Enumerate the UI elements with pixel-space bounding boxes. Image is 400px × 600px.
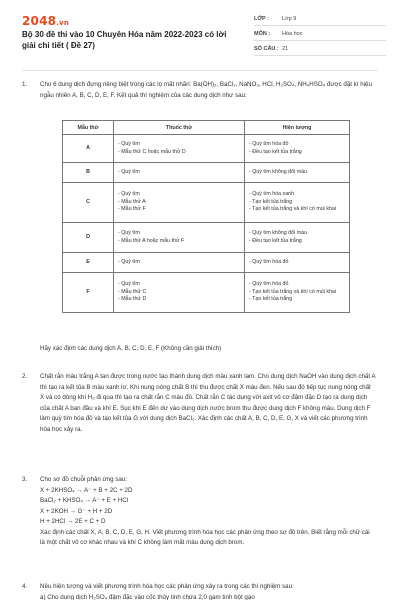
document-title: Bộ 30 đề thi vào 10 Chuyên Hóa năm 2022-2023 có lời giải chi tiết ( Đề 27) (22, 30, 227, 50)
reagent-cell (114, 223, 245, 253)
meta-value: Lớp 9 (282, 16, 297, 22)
table-row (63, 163, 350, 183)
phenomenon-line: - Tạo kết tủa trắng và khí có mùi khai (249, 288, 337, 295)
reagent-line: - Quỳ tím (118, 168, 140, 175)
phenomenon-cell (245, 253, 350, 273)
question-number: 1. (22, 81, 28, 88)
phenomenon-cell (245, 183, 350, 223)
column-header: Thuốc thử (114, 121, 245, 135)
phenomenon-line: - Quỳ tím không đổi màu (249, 230, 307, 236)
reaction-line: BaCl₂ + KHSO₄ → A⁻ + E + HCl (40, 497, 129, 504)
meta-row-class (254, 14, 386, 26)
reagent-line: - Quỳ tím (118, 191, 140, 198)
question-text: Nêu hiện tượng và viết phương trình hóa học các phản ứng xảy ra trong các thí nghiệm sau: (40, 583, 294, 590)
question-number: 3. (22, 476, 28, 483)
meta-row-question-count (254, 44, 386, 56)
reagent-line: - Quỳ tím (118, 230, 140, 236)
reagent-line: - Mẫu thử F (118, 206, 146, 213)
logo-suffix: .vn (56, 19, 70, 27)
phenomenon-line: - Tạo kết tủa trắng (249, 296, 293, 303)
reaction-line: H + 2HCl → 2E + C + D (40, 518, 106, 525)
meta-label: MÔN : (254, 31, 271, 37)
question-item: a) Cho dung dịch H₂SO₄ đậm đặc vào cốc thủy tinh chứa 2,0 gam tinh bột gạo (40, 593, 255, 600)
question-4 (22, 582, 378, 600)
column-header: Mẫu thử (63, 121, 114, 135)
sample-cell: A (63, 135, 114, 163)
table-row (63, 273, 350, 313)
reagent-cell (114, 163, 245, 183)
table-row (63, 183, 350, 223)
meta-value: 21 (282, 46, 289, 52)
phenomenon-line: - Tạo kết tủa trắng và khí có mùi khai (249, 206, 337, 213)
question-text: Xác định các chất X, A, B, C, D, E, G, H. Viết phương trình hóa học các phản ứng theo sơ đồ trên. Biết rằng mỗi chữ cái là một chất vô cơ khác nhau và khí C không làm mất màu dung dịch brom. (40, 528, 370, 546)
question-2 (22, 372, 378, 472)
reagent-cell (114, 183, 245, 223)
meta-row-subject (254, 29, 386, 41)
reagent-line: - Mẫu thử A (118, 198, 146, 205)
reagent-line: - Quỳ tím (118, 258, 140, 265)
question-3 (22, 475, 378, 565)
phenomenon-line: - Quỳ tím hóa đỏ (249, 141, 289, 147)
table-row (63, 223, 350, 253)
question-1-instruction: Hãy xác định các dung dịch A, B, C, D, E, F (Không cần giải thích) (40, 345, 222, 352)
reagent-line: - Quỳ tím (118, 281, 140, 288)
phenomenon-cell (245, 223, 350, 253)
site-logo[interactable] (22, 14, 69, 28)
phenomenon-line: - Đều tạo kết tủa trắng (249, 237, 302, 244)
sample-cell: C (63, 183, 114, 223)
question-text: Cho 6 dung dịch đựng riêng biệt trong các lọ mất nhãn: Ba(OH)₂, BaCl₂, NaNO₃, HCl, H₂SO₄, NH₄HSO₄ được đặt kí hiệu ngẫu nhiên A, B, C, D, E, F. Kết quả thí nghiệm của các dung dịch như sau: (40, 81, 372, 99)
reagent-line: - Mẫu thử A hoặc mẫu thử F (118, 237, 185, 244)
phenomenon-line: - Đều tạo kết tủa trắng (249, 148, 302, 155)
reagent-cell (114, 253, 245, 273)
phenomenon-line: - Quỳ tím hóa đỏ (249, 281, 289, 288)
experiment-table (62, 120, 350, 313)
phenomenon-line: - Quỳ tím không đổi màu (249, 168, 307, 175)
question-body (40, 582, 376, 600)
reaction-line: X + 2KHSO₄ → A⁻ + B + 2C + 2D (40, 486, 133, 494)
phenomenon-cell (245, 273, 350, 313)
question-body (40, 475, 376, 549)
logo-main: 2048 (22, 14, 57, 28)
sample-cell: B (63, 163, 114, 183)
phenomenon-line: - Quỳ tím hóa đỏ (249, 258, 289, 265)
meta-label: SỐ CÂU : (254, 46, 279, 52)
reagent-cell (114, 273, 245, 313)
phenomenon-line: - Tạo kết tủa trắng (249, 198, 293, 205)
column-header: Hiện tượng (245, 121, 350, 135)
table-row (63, 135, 350, 163)
phenomenon-cell (245, 135, 350, 163)
question-1 (22, 80, 378, 112)
reagent-line: - Quỳ tím (118, 141, 140, 147)
sample-cell: F (63, 273, 114, 313)
sample-cell: D (63, 223, 114, 253)
question-number: 2. (22, 373, 28, 380)
question-number: 4. (22, 583, 28, 590)
sample-cell: E (63, 253, 114, 273)
table-header-row (63, 121, 350, 135)
question-intro: Cho sơ đồ chuỗi phản ứng sau: (40, 476, 127, 483)
table-row (63, 253, 350, 273)
header-divider (22, 70, 378, 71)
meta-label: LỚP : (254, 16, 269, 22)
reagent-cell (114, 135, 245, 163)
reagent-line: - Mẫu thử C hoặc mẫu thử D (118, 148, 186, 155)
question-text: Chất rắn màu trắng A tan được trong nước tạo thành dung dịch màu xanh lam. Cho dung dịch NaOH vào dung dịch chất A thì tạo ra kết tủa B màu xanh lơ. Khi nung nóng chất B thì thu được chất X màu đen. Nếu sau đó tiếp tục nung nóng chất X và có dòng khí H₂ đi qua thì tạo ra chất rắn C màu đỏ. Chất rắn C tác dụng với axit vô cơ đậm đặc D tạo ra dung dịch của chất A ban đầu và khí E. Sục khí E đến dư vào dung dịch nước brom thu được dung dịch F không màu. Dung dịch F làm quỳ tím hóa đỏ và tạo kết tủa G với dung dịch BaCl₂. Xác định các chất A, B, C, D, E, G, X và viết các phương trình hóa học xảy ra. (40, 373, 376, 433)
page-header (0, 0, 400, 60)
meta-value: Hóa học (282, 31, 303, 37)
reaction-line: X + 2KOH → G⁻ + H + 2D (40, 507, 113, 515)
reagent-line: - Mẫu thử D (118, 296, 147, 303)
phenomenon-cell (245, 163, 350, 183)
reagent-line: - Mẫu thử C (118, 288, 147, 295)
phenomenon-line: - Quỳ tím hóa xanh (249, 191, 295, 198)
